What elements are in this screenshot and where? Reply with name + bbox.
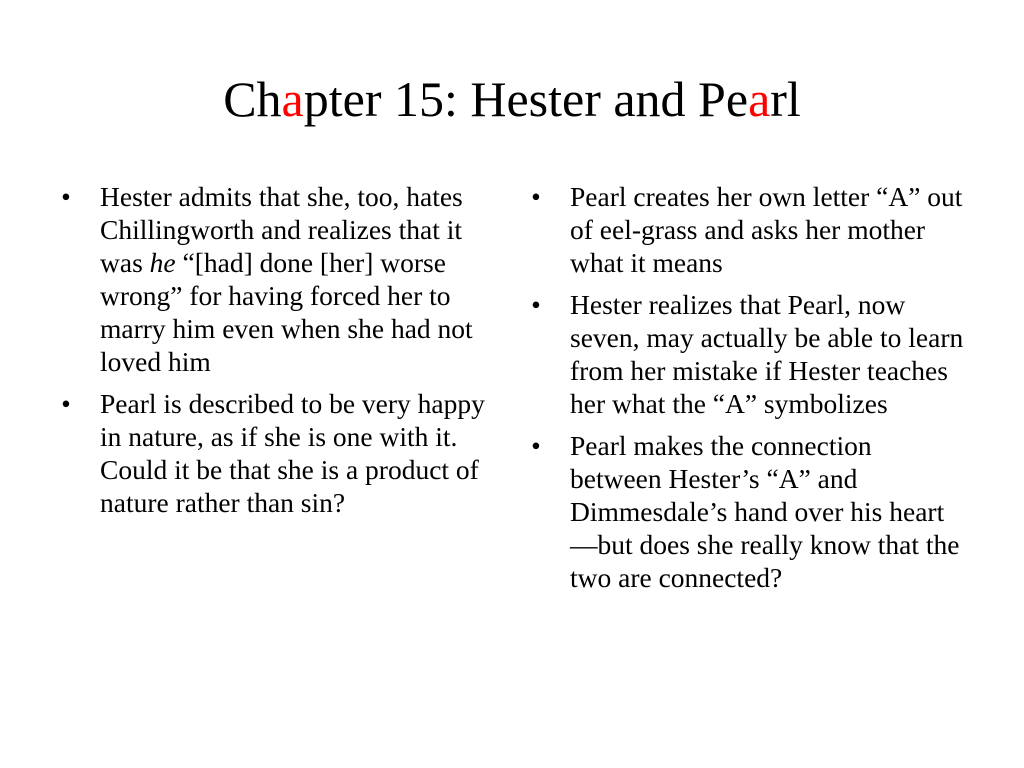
bullet-text: Pearl creates her own letter “A” out of eel-grass and asks her mother what it means [570, 181, 963, 278]
bullet-icon: • [61, 181, 71, 212]
title-red-letter: a [281, 71, 304, 127]
bullet-icon: • [531, 181, 541, 212]
bullet-item [56, 387, 496, 519]
bullet-icon: • [531, 430, 541, 461]
bullet-text-part: Hester admits that she, too, hates Chillingworth and realizes that it was [100, 181, 463, 278]
bullet-icon: • [61, 388, 71, 419]
bullet-item [526, 180, 968, 279]
bullet-item [526, 288, 968, 420]
title-part: Ch [223, 71, 282, 127]
bullet-item [56, 180, 496, 378]
right-bullet-list [526, 180, 968, 594]
title-red-letter: a [748, 71, 771, 127]
title-part: rl [770, 71, 801, 127]
bullet-text: Pearl makes the connection between Hester’s “A” and Dimmesdale’s hand over his heart—but does she really know that the two are connected? [570, 430, 960, 593]
bullet-text-part: “[had] done [her] worse wrong” for having forced her to marry him even when she had not loved him [100, 247, 473, 377]
slide-title [0, 66, 1024, 132]
bullet-text: Pearl is described to be very happy in nature, as if she is one with it. Could it be that she is a product of nature rather than sin? [100, 388, 485, 518]
bullet-icon: • [531, 289, 541, 320]
left-bullet-list [56, 180, 496, 519]
right-column [526, 180, 968, 603]
bullet-text-emphasis: he [149, 247, 176, 278]
bullet-text: Hester realizes that Pearl, now seven, may actually be able to learn from her mistake if Hester teaches her what the “A” symbolizes [570, 289, 964, 419]
left-column [56, 180, 496, 528]
bullet-text [100, 181, 473, 377]
title-part: pter 15: Hester and Pe [303, 71, 749, 127]
bullet-item [526, 429, 968, 594]
